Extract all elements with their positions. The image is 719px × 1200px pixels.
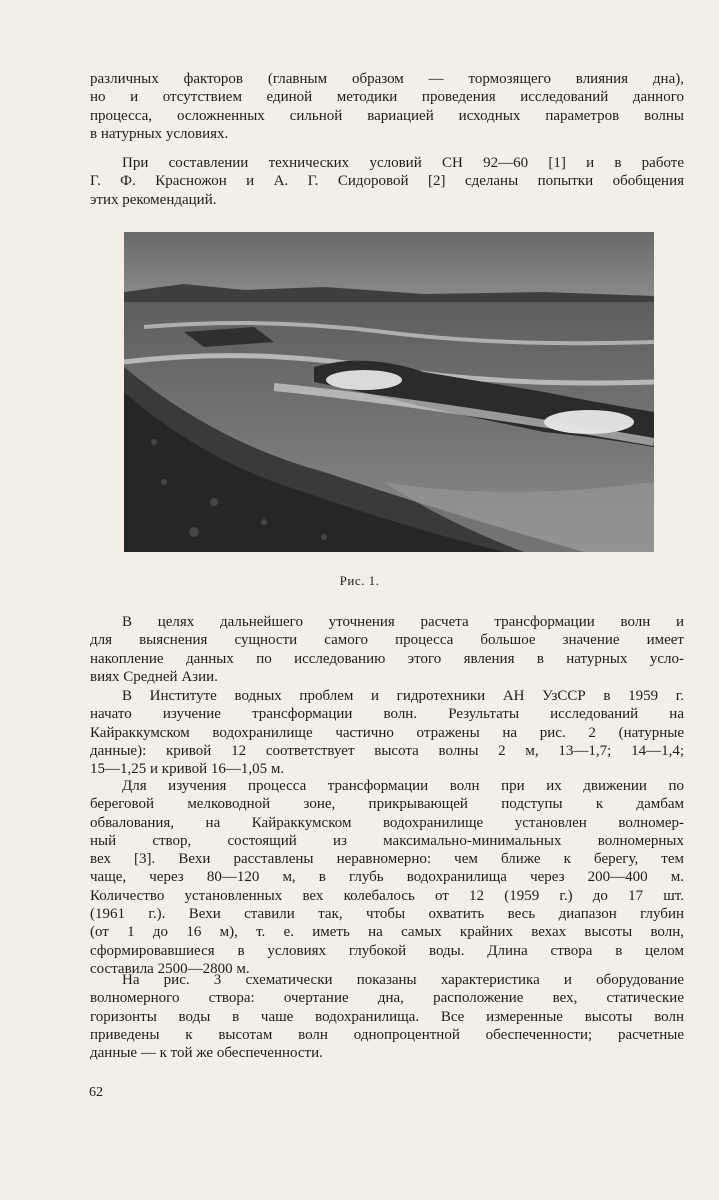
text-line: различных факторов (главным образом — тормозящего влияния дна), xyxy=(90,71,684,87)
text-line: Количество установленных вех колебалось от 12 (1959 г.) до 17 шт. xyxy=(90,887,684,904)
text-line: вех [3]. Вехи расставлены неравномерно: чем ближе к берегу, тем xyxy=(90,851,684,868)
photo-image xyxy=(124,232,654,552)
text-line: При составлении технических условий СН 92—60 [1] и в работе xyxy=(122,155,684,171)
text-line: сформировавшиеся в условиях глубокой воды. Длина створа в целом xyxy=(90,942,684,959)
text-line: чаще, через 80—120 м, в глубь водохранилища через 200—400 м. xyxy=(90,869,684,886)
figure-photo-waves-on-shore xyxy=(124,232,654,552)
text-line: процесса, осложненных сильной вариацией исходных параметров волны xyxy=(90,107,684,124)
text-line: (от 1 до 16 м), т. е. иметь на самых крайних вехах высоты волн, xyxy=(90,924,684,941)
text-line: в натурных условиях. xyxy=(90,125,229,142)
paragraph-5 xyxy=(90,777,684,978)
text-line: волномерного створа: очертание дна, расположение вех, статические xyxy=(90,990,684,1007)
text-line: Г. Ф. Красножон и А. Г. Сидоровой [2] сделаны попытки обобщения xyxy=(90,173,684,190)
text-line: данные): кривой 12 соответствует высота волны 2 м, 13—1,7; 14—1,4; xyxy=(90,742,684,759)
paragraph-6 xyxy=(90,971,684,1062)
text-line: накопление данных по исследованию этого явления в натурных усло- xyxy=(90,650,684,667)
text-line: виях Средней Азии. xyxy=(90,668,218,685)
text-line: составила 2500—2800 м. xyxy=(90,960,250,977)
paragraph-3 xyxy=(90,613,684,686)
text-line: начато изучение трансформации волн. Результаты исследований на xyxy=(90,706,684,723)
text-line: для выяснения сущности самого процесса большое значение имеет xyxy=(90,632,684,649)
text-line: приведены к высотам волн однопроцентной обеспеченности; расчетные xyxy=(90,1026,684,1043)
text-line: но и отсутствием единой методики проведения исследований данного xyxy=(90,89,684,106)
text-line: данные — к той же обеспеченности. xyxy=(90,1045,323,1062)
text-line: (1961 г.). Вехи ставили так, чтобы охватить весь диапазон глубин xyxy=(90,906,684,923)
text-line: обвалования, на Кайраккумском водохранилище установлен волномер- xyxy=(90,814,684,831)
text-line: 15—1,25 и кривой 16—1,05 м. xyxy=(90,761,285,778)
text-line: Для изучения процесса трансформации волн при их движении по xyxy=(122,778,684,794)
text-line: береговой мелководной зоне, прикрывающей подступы к дамбам xyxy=(90,796,684,813)
text-line: горизонты воды в чаше водохранилища. Все измеренные высоты волн xyxy=(90,1008,684,1025)
text-line: В Институте водных проблем и гидротехники АН УзССР в 1959 г. xyxy=(122,688,684,704)
text-line: Кайраккумском водохранилище частично отражены на рис. 2 (натурные xyxy=(90,724,684,741)
text-line: этих рекомендаций. xyxy=(90,191,217,208)
page-number: 62 xyxy=(89,1085,103,1100)
text-line: ный створ, состоящий из максимально-минимальных волномерных xyxy=(90,832,684,849)
figure-caption: Рис. 1. xyxy=(339,573,380,588)
paragraph-4 xyxy=(90,687,684,778)
paragraph-1 xyxy=(90,70,684,143)
text-line: В целях дальнейшего уточнения расчета трансформации волн и xyxy=(122,614,684,630)
paragraph-2 xyxy=(90,154,684,209)
text-line: На рис. 3 схематически показаны характеристика и оборудование xyxy=(122,972,684,988)
